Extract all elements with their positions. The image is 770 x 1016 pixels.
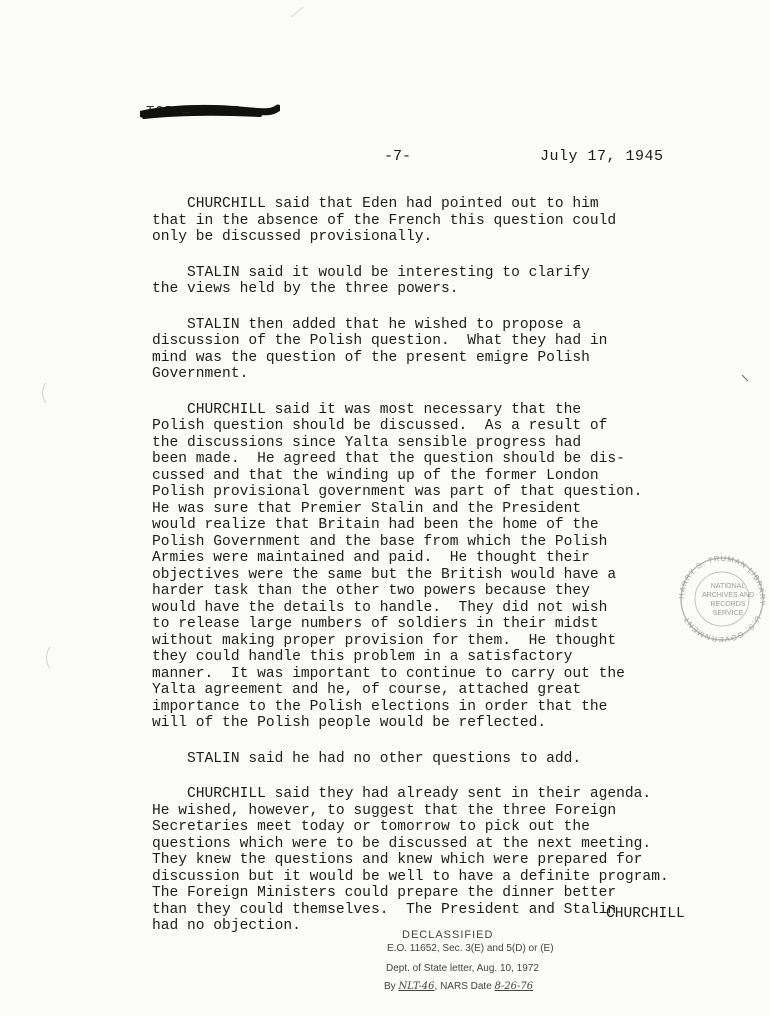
text-line: importance to the Polish elections in order that the bbox=[152, 698, 608, 715]
text-line: objectives were the same but the British would have a bbox=[152, 566, 617, 583]
text-line: discussion of the Polish question. What they had in bbox=[152, 333, 608, 349]
text-line: without making proper provision for them. He thought bbox=[152, 632, 617, 649]
text-line: Armies were maintained and paid. He thought their bbox=[152, 550, 590, 566]
declass-by-prefix: By bbox=[384, 981, 396, 992]
text-line: STALIN said it would be interesting to clarify bbox=[152, 264, 590, 281]
text-line: He was sure that Premier Stalin and the President bbox=[152, 500, 582, 517]
text-line: manner. It was important to continue to carry out the bbox=[152, 665, 625, 682]
text-line: only be discussed provisionally. bbox=[152, 229, 433, 245]
scan-mark bbox=[741, 374, 749, 382]
seal-line: NATIONAL bbox=[710, 583, 746, 590]
declass-letter: Dept. of State letter, Aug. 10, 1972 bbox=[386, 963, 539, 974]
text-line: than they could themselves. The President and Stalin bbox=[152, 901, 617, 918]
declassified-heading: DECLASSIFIED bbox=[402, 929, 494, 941]
text-line: had no objection. bbox=[152, 918, 301, 934]
text-line: that in the absence of the French this question could bbox=[152, 212, 617, 229]
text-line: will of the Polish people would be reflected. bbox=[152, 715, 547, 731]
scan-mark bbox=[42, 646, 52, 670]
text-line: harder task than the other two powers because they bbox=[152, 583, 590, 599]
declass-initials: NLT-46 bbox=[398, 981, 435, 992]
seal-line: SERVICE bbox=[712, 610, 744, 617]
text-line: Polish Government and the base from which the Polish bbox=[152, 533, 608, 550]
text-line: discussion but it would be well to have a definite program. bbox=[152, 868, 669, 885]
text-line: cussed and that the winding up of the former London bbox=[152, 467, 599, 484]
text-line: been made. He agreed that the question should be dis- bbox=[152, 451, 625, 467]
seal-inner-text bbox=[700, 582, 756, 618]
text-line: CHURCHILL said they had already sent in their agenda. bbox=[152, 786, 652, 802]
scan-mark bbox=[38, 382, 48, 404]
text-line: they could handle this problem in a satisfactory bbox=[152, 649, 573, 665]
signature: CHURCHILL bbox=[606, 906, 685, 922]
text-line: mind was the question of the present emigre Polish bbox=[152, 349, 590, 366]
paragraph bbox=[152, 196, 732, 246]
text-line: CHURCHILL said that Eden had pointed out to him bbox=[152, 196, 599, 212]
seal-ring-text: HARRY S. TRUMAN LIBRARY · U.S. GOVERNMENT bbox=[676, 556, 768, 642]
paragraph bbox=[152, 265, 732, 298]
text-line: The Foreign Ministers could prepare the dinner better bbox=[152, 885, 617, 901]
paragraph bbox=[152, 751, 732, 768]
scan-mark bbox=[290, 6, 304, 18]
text-line: Polish question should be discussed. As a result of bbox=[152, 418, 608, 434]
document-date: July 17, 1945 bbox=[540, 148, 664, 165]
text-line: questions which were to be discussed at the next meeting. bbox=[152, 835, 652, 852]
declass-date: 8-26-76 bbox=[494, 981, 534, 992]
declass-authority: E.O. 11652, Sec. 3(E) and 5(D) or (E) bbox=[387, 943, 554, 954]
text-line: Government. bbox=[152, 366, 249, 382]
classification-marking: TOP SECRET bbox=[146, 104, 241, 120]
text-line: CHURCHILL said it was most necessary that the bbox=[152, 401, 582, 418]
seal-line: RECORDS bbox=[710, 601, 746, 608]
text-line: would have the details to handle. They did not wish bbox=[152, 599, 608, 616]
redaction-scribble bbox=[140, 104, 280, 122]
declass-by-line: By NLT-46, NARS Date 8-26-76 bbox=[384, 981, 534, 992]
text-line: STALIN then added that he wished to propose a bbox=[152, 316, 582, 333]
text-line: He wished, however, to suggest that the three Foreign bbox=[152, 802, 617, 819]
text-line: Yalta agreement and he, of course, attached great bbox=[152, 682, 582, 698]
paragraph bbox=[152, 402, 732, 732]
text-line: to release large numbers of soldiers in their midst bbox=[152, 616, 599, 632]
seal-line: ARCHIVES AND bbox=[701, 592, 755, 599]
text-line: the discussions since Yalta sensible progress had bbox=[152, 434, 582, 451]
text-line: the views held by the three powers. bbox=[152, 281, 459, 297]
paragraph bbox=[152, 317, 732, 383]
text-line: Secretaries meet today or tomorrow to pick out the bbox=[152, 819, 590, 835]
text-line: would realize that Britain had been the home of the bbox=[152, 517, 599, 533]
document-body bbox=[152, 196, 732, 954]
declass-agency: NARS Date bbox=[440, 981, 492, 992]
text-line: Polish provisional government was part of that question. bbox=[152, 484, 643, 500]
page-number: -7- bbox=[384, 148, 412, 165]
text-line: STALIN said he had no other questions to add. bbox=[152, 750, 582, 767]
text-line: They knew the questions and knew which were prepared for bbox=[152, 852, 643, 868]
